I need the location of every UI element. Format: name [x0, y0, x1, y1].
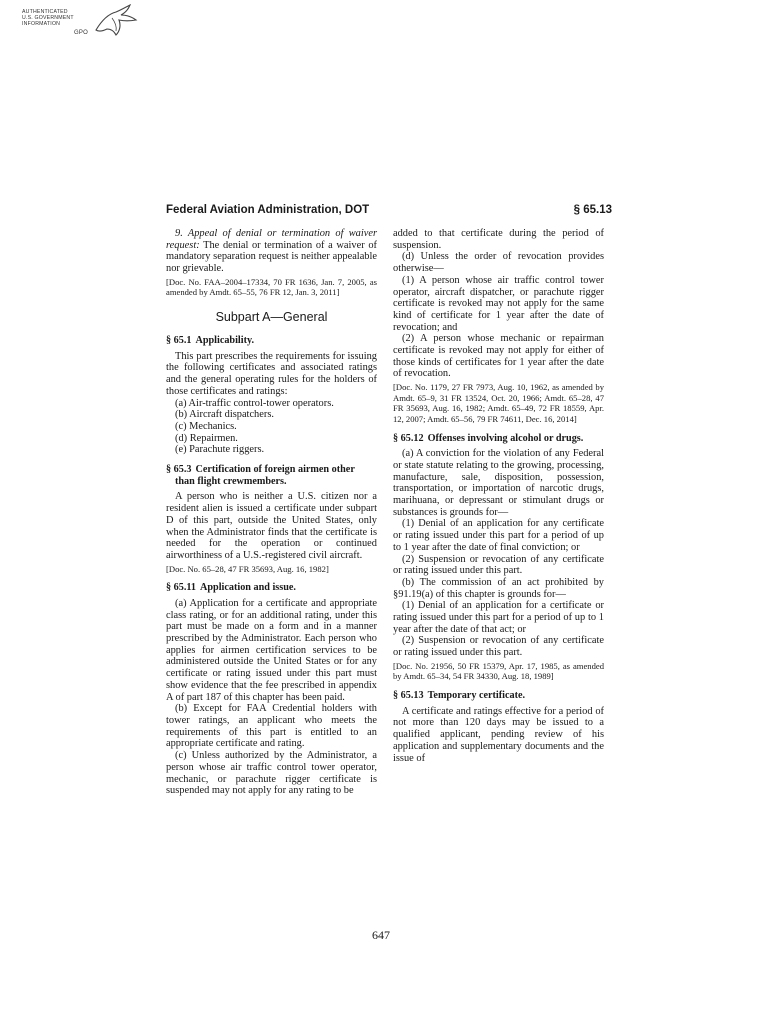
section-number: § 65.13: [393, 690, 424, 702]
paragraph: (1) A person whose air traffic control tower operator, aircraft dispatcher, or parachute rigger certificate is revoked may not apply for the same kind of certificate for 1 year after the date of revocation; and: [393, 274, 604, 333]
section-heading: [393, 433, 604, 445]
paragraph: A person who is neither a U.S. citizen nor a resident alien is issued a certificate under subpart D of this part, outside the United States, only when the Administrator finds that the certificate is needed for the operation or continued airworthiness of a U.S.-registered civil aircraft.: [166, 491, 377, 561]
section-heading: [166, 582, 377, 594]
appeal-text: The denial or termination of a waiver of mandatory separation request is neither appealable nor grievable.: [166, 239, 377, 275]
paragraph: (1) Denial of an application for a certificate or rating issued under this part for a period of up to 1 year after the date of that act; or: [393, 600, 604, 635]
paragraph: (1) Denial of an application for any certificate or rating issued under this part for a period of up to 1 year after the date of final conviction; or: [393, 518, 604, 553]
appeal-heading: 9. Appeal of denial or termination of waiver request:: [166, 228, 377, 251]
section-title: Offenses involving alcohol or drugs.: [427, 432, 584, 444]
section-title: Applicability.: [195, 335, 255, 346]
section-heading: [393, 690, 604, 702]
section-number: § 65.3: [166, 464, 192, 476]
seal-text-line: U.S. GOVERNMENT: [22, 15, 74, 21]
section-number: § 65.12: [393, 432, 424, 444]
right-column: [393, 228, 604, 764]
subpart-heading: Subpart A—General: [215, 310, 328, 324]
seal-text-line: AUTHENTICATED: [22, 9, 68, 15]
paragraph: This part prescribes the requirements for issuing the following certificates and associated ratings and the general operating rules for the holders of those certificates and ratings:: [166, 350, 377, 397]
paragraph: (a) A conviction for the violation of any Federal or state statute relating to the growing, processing, manufacture, sale, disposition, possession, transportation, or importation of narcotic drugs, marihuana, or depressant or stimulant drugs or substances is grounds for—: [393, 448, 604, 518]
list-item: (e) Parachute riggers.: [175, 444, 265, 456]
paragraph: (d) Unless the order of revocation provides otherwise—: [393, 251, 604, 275]
citation: [Doc. No. 1179, 27 FR 7973, Aug. 10, 1962, as amended by Amdt. 65–9, 31 FR 13524, Oct. 20, 1966; Amdt. 65–28, 47 FR 35693, Aug. 16, 1982; Amdt. 65–49, 72 FR 18559, Apr. 12, 2007; Amdt. 65–56, 79 FR 74611, Dec. 16, 2014]: [393, 382, 604, 424]
appeal-paragraph: [166, 228, 377, 275]
seal-text-line: INFORMATION: [22, 21, 61, 27]
list-item: (a) Air-traffic control-tower operators.: [175, 397, 334, 409]
paragraph: (b) The commission of an act prohibited by §91.19(a) of this chapter is grounds for—: [393, 576, 604, 600]
citation: [Doc. No. 65–28, 47 FR 35693, Aug. 16, 1982]: [166, 563, 329, 574]
page-number: 647: [372, 928, 390, 942]
list-item: (d) Repairmen.: [175, 432, 238, 444]
paragraph-continued: added to that certificate during the period of suspension.: [393, 228, 604, 251]
paragraph: A certificate and ratings effective for a period of not more than 120 days may be issued to a qualified applicant, pending review of his application and supplementary documents and the issue of: [393, 705, 604, 764]
paragraph: (b) Except for FAA Credential holders with tower ratings, an applicant who meets the requirements of this part is entitled to an appropriate certificate and rating.: [166, 703, 377, 750]
section-title: Certification of foreign airmen other than flight crewmembers.: [175, 464, 355, 487]
eagle-icon: [90, 4, 140, 44]
citation: [Doc. No. 21956, 50 FR 15379, Apr. 17, 1985, as amended by Amdt. 65–34, 54 FR 34330, Aug. 18, 1989]: [393, 660, 604, 682]
left-column: [166, 228, 377, 797]
paragraph: (2) Suspension or revocation of any certificate or rating issued under this part.: [393, 635, 604, 659]
section-number: § 65.1: [166, 335, 192, 346]
citation: [Doc. No. FAA–2004–17334, 70 FR 1636, Jan. 7, 2005, as amended by Amdt. 65–55, 76 FR 12, Jan. 3, 2011]: [166, 276, 377, 298]
section-header: § 65.13: [573, 204, 612, 216]
section-heading: [166, 464, 377, 487]
list-item: (c) Mechanics.: [175, 420, 237, 432]
seal-gpo-text: GPO: [74, 30, 88, 36]
section-heading: [166, 335, 377, 347]
section-title: Application and issue.: [200, 582, 296, 594]
agency-header: Federal Aviation Administration, DOT: [166, 204, 370, 216]
paragraph: (2) Suspension or revocation of any certificate or rating issued under this part.: [393, 553, 604, 577]
gpo-authentication-seal: [22, 4, 140, 46]
paragraph: (2) A person whose mechanic or repairman certificate is revoked may not apply for either of those kinds of certificates for 1 year after the date of revocation.: [393, 333, 604, 380]
section-number: § 65.11: [166, 582, 196, 594]
paragraph: (c) Unless authorized by the Administrator, a person whose air traffic control tower operator, mechanic, or parachute rigger certificate is suspended may not apply for any rating to be: [166, 750, 377, 797]
paragraph: (a) Application for a certificate and appropriate class rating, or for an additional rating, under this part must be made on a form and in a manner prescribed by the Administrator. Each person who applies for airmen certification services to be administered outside the United States or for any certificate or rating issued under this part must show evidence that the fee prescribed in appendix A of part 187 of this chapter has been paid.: [166, 597, 377, 703]
section-title: Temporary certificate.: [427, 690, 526, 702]
running-header: [166, 204, 612, 220]
list-item: (b) Aircraft dispatchers.: [175, 409, 274, 421]
